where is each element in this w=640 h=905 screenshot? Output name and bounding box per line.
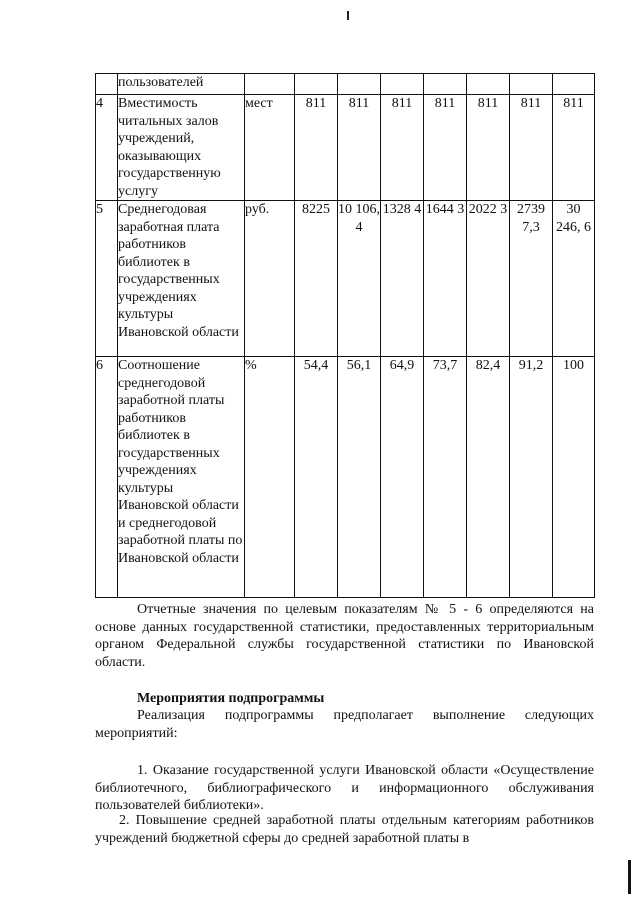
row-number: 4 <box>96 95 118 201</box>
value-cell: 811 <box>295 95 338 201</box>
value-cell <box>381 74 424 95</box>
unit-cell: мест <box>245 95 295 201</box>
value-cell: 2022 3 <box>467 201 510 357</box>
unit-cell: % <box>245 357 295 598</box>
table-row <box>96 201 595 357</box>
value-cell: 73,7 <box>424 357 467 598</box>
indicator-name: Вместимость читальных залов учреждений, оказывающих государственную услугу <box>118 95 245 201</box>
value-cell <box>295 74 338 95</box>
indicator-name: Среднегодовая заработная плата работников библиотек в государственных учреждениях культуры Ивановской области <box>118 201 245 357</box>
value-cell: 811 <box>424 95 467 201</box>
table-row <box>96 95 595 201</box>
value-cell <box>467 74 510 95</box>
value-cell: 54,4 <box>295 357 338 598</box>
row-number: 5 <box>96 201 118 357</box>
value-cell: 100 <box>553 357 595 598</box>
indicator-name: пользователей <box>118 74 245 95</box>
list-item: 2. Повышение средней заработной платы отдельным категориям работников учреждений бюджетной сферы до средней заработной платы в <box>95 813 594 846</box>
table-row <box>96 74 595 95</box>
value-cell <box>424 74 467 95</box>
value-cell: 811 <box>338 95 381 201</box>
value-cell: 811 <box>510 95 553 201</box>
unit-cell <box>245 74 295 95</box>
value-cell: 2739 7,3 <box>510 201 553 357</box>
list-item: 1. Оказание государственной услуги Ивановской области «Осуществление библиотечного, библиографического и информационного обслуживания пользователей библиотеки». <box>95 763 594 813</box>
value-cell: 30 246, 6 <box>553 201 595 357</box>
value-cell: 811 <box>553 95 595 201</box>
intro-paragraph: Реализация подпрограммы предполагает выполнение следующих мероприятий: <box>95 708 594 741</box>
value-cell: 10 106, 4 <box>338 201 381 357</box>
table-row <box>96 357 595 598</box>
value-cell: 811 <box>381 95 424 201</box>
value-cell: 82,4 <box>467 357 510 598</box>
value-cell <box>338 74 381 95</box>
row-number: 6 <box>96 357 118 598</box>
value-cell: 56,1 <box>338 357 381 598</box>
scan-mark <box>347 11 349 20</box>
row-number <box>96 74 118 95</box>
section-heading: Мероприятия подпрограммы <box>137 691 325 706</box>
indicator-name: Соотношение среднегодовой заработной платы работников библиотек в государственных учреждениях культуры Ивановской области и среднегодовой заработной платы по Ивановской области <box>118 357 245 598</box>
unit-cell: руб. <box>245 201 295 357</box>
value-cell <box>553 74 595 95</box>
indicators-table <box>95 73 595 598</box>
value-cell: 8225 <box>295 201 338 357</box>
scan-mark <box>628 860 631 894</box>
value-cell: 91,2 <box>510 357 553 598</box>
value-cell: 1328 4 <box>381 201 424 357</box>
value-cell: 64,9 <box>381 357 424 598</box>
value-cell <box>510 74 553 95</box>
value-cell: 1644 3 <box>424 201 467 357</box>
value-cell: 811 <box>467 95 510 201</box>
notes-paragraph: Отчетные значения по целевым показателям № 5 - 6 определяются на основе данных государственной статистики, предоставленных территориальным органом Федеральной службы государственной статистики по Ивановской области. <box>95 602 594 670</box>
